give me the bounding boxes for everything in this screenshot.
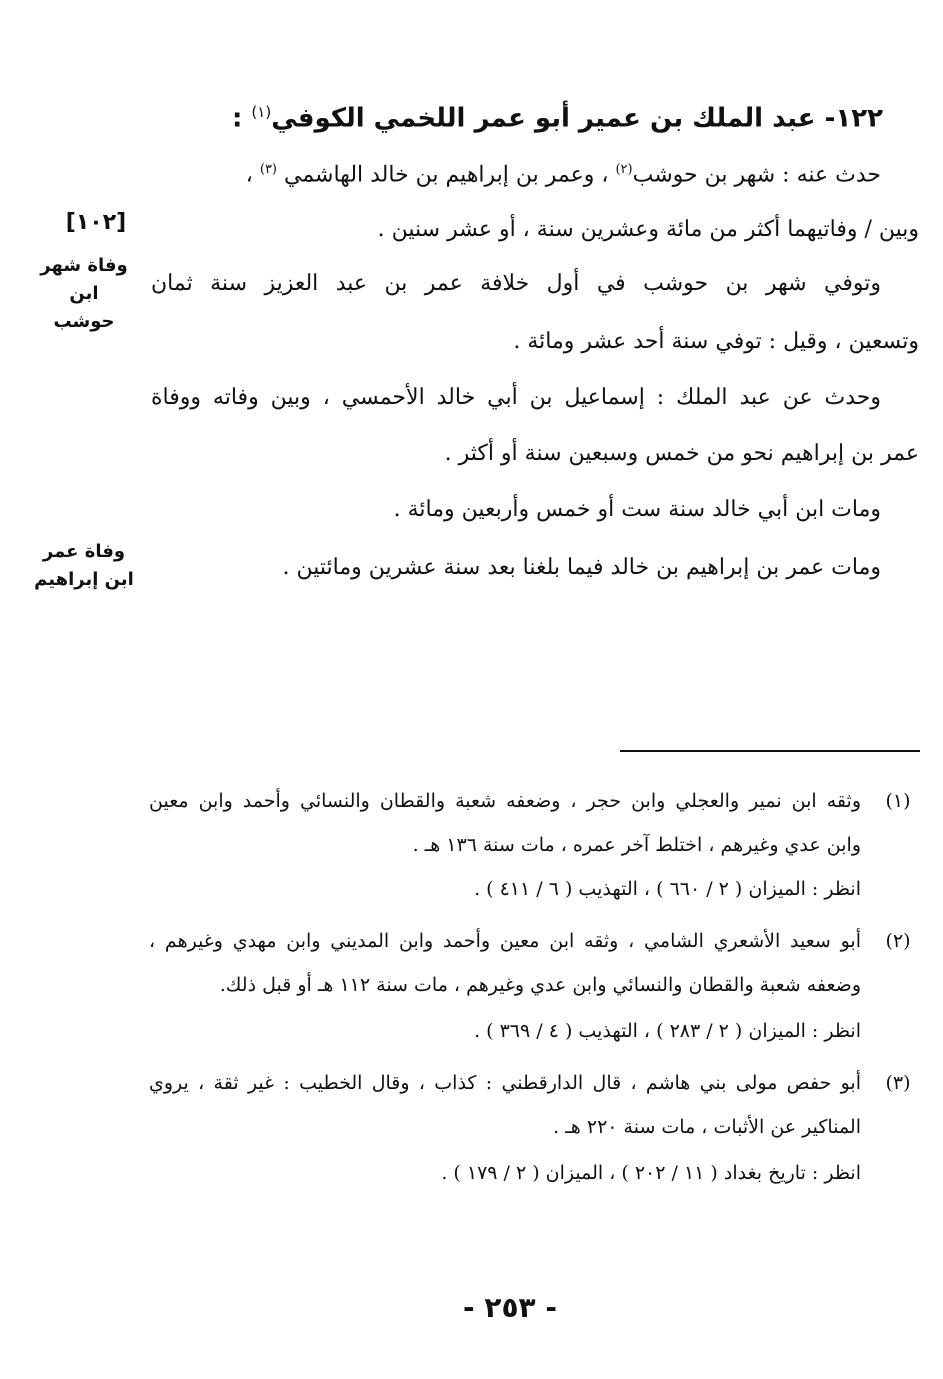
body-line-4: وتسعين ، وقيل : توفي سنة أحد عشر ومائة . [513,329,919,354]
body-line-8: ومات عمر بن إبراهيم بن خالد فيما بلغنا بعد سنة عشرين ومائتين . [282,555,881,580]
margin-note-1-line-3: حوشب [53,311,115,332]
margin-note-death-umar [20,538,148,594]
margin-note-1-line-2: ابن [69,283,99,304]
heading-text: ١٢٢- عبد الملك بن عمير أبو عمر اللخمي الكوفي [271,103,883,134]
footnote-3-line-2: المناكير عن الأثبات ، مات سنة ٢٢٠ هـ . [553,1116,861,1138]
heading-footnote-ref[interactable]: (١) [251,103,272,121]
heading-tail: : [231,103,252,134]
footnote-ref-2[interactable]: (٢) [615,162,633,177]
body-line-1 [151,152,881,193]
body-line-1-part-b: ، وعمر بن إبراهيم بن خالد الهاشمي [277,162,616,188]
body-line-3: وتوفي شهر بن حوشب في أول خلافة عمر بن عبد العزيز سنة ثمان [151,271,881,296]
footnote-1-line-1: وثقه ابن نمير والعجلي وابن حجر ، وضعفه شعبة والقطان والنسائي وأحمد وابن معين [149,790,861,812]
footnote-3-number: (٣) [885,1072,911,1094]
margin-note-2-line-1: وفاة عمر [42,541,126,562]
margin-note-death-shahr [20,252,148,336]
footnote-1-line-3: انظر : الميزان ( ٢ / ٦٦٠ ) ، التهذيب ( ٦ / ٤١١ ) . [474,878,861,900]
body-line-2: وبين / وفاتيهما أكثر من مائة وعشرين سنة ، أو عشر سنين . [377,217,919,242]
footnote-3-line-1: أبو حفص مولى بني هاشم ، قال الدارقطني : كذاب ، وقال الخطيب : غير ثقة ، يروي [149,1072,861,1094]
body-line-6: عمر بن إبراهيم نحو من خمس وسبعين سنة أو أكثر . [444,441,919,466]
footnote-1-line-2: وابن عدي وغيرهم ، اختلط آخر عمره ، مات سنة ١٣٦ هـ . [412,834,861,856]
footnote-2-line-2: وضعفه شعبة والقطان والنسائي وابن عدي وغيرهم ، مات سنة ١١٢ هـ أو قبل ذلك. [219,974,861,996]
body-line-1-part-a: حدث عنه : شهر بن حوشب [632,162,881,188]
footnote-2-number: (٢) [885,930,911,952]
body-line-1-part-c: ، [245,162,260,188]
footnote-3-line-3: انظر : تاريخ بغداد ( ١١ / ٢٠٢ ) ، الميزان ( ٢ / ١٧٩ ) . [441,1162,861,1184]
footnote-2-line-1: أبو سعيد الأشعري الشامي ، وثقه ابن معين وأحمد وابن المديني وابن مهدي وغيرهم ، [149,930,861,952]
margin-page-ref: [١٠٢] [65,210,127,235]
footnote-ref-3[interactable]: (٣) [259,162,277,177]
margin-note-2-line-2: ابن إبراهيم [34,569,134,590]
body-line-7: ومات ابن أبي خالد سنة ست أو خمس وأربعين ومائة . [393,497,881,522]
footnote-1-number: (١) [885,790,911,812]
margin-note-1-line-1: وفاة شهر [40,255,128,276]
page-number: - ٢٥٣ - [462,1291,558,1324]
entry-heading [183,92,883,139]
footnote-separator [620,750,920,752]
footnote-2-line-3: انظر : الميزان ( ٢ / ٢٨٣ ) ، التهذيب ( ٤ / ٣٦٩ ) . [474,1020,861,1042]
body-line-5: وحدث عن عبد الملك : إسماعيل بن أبي خالد الأحمسي ، وبين وفاته ووفاة [151,385,881,410]
